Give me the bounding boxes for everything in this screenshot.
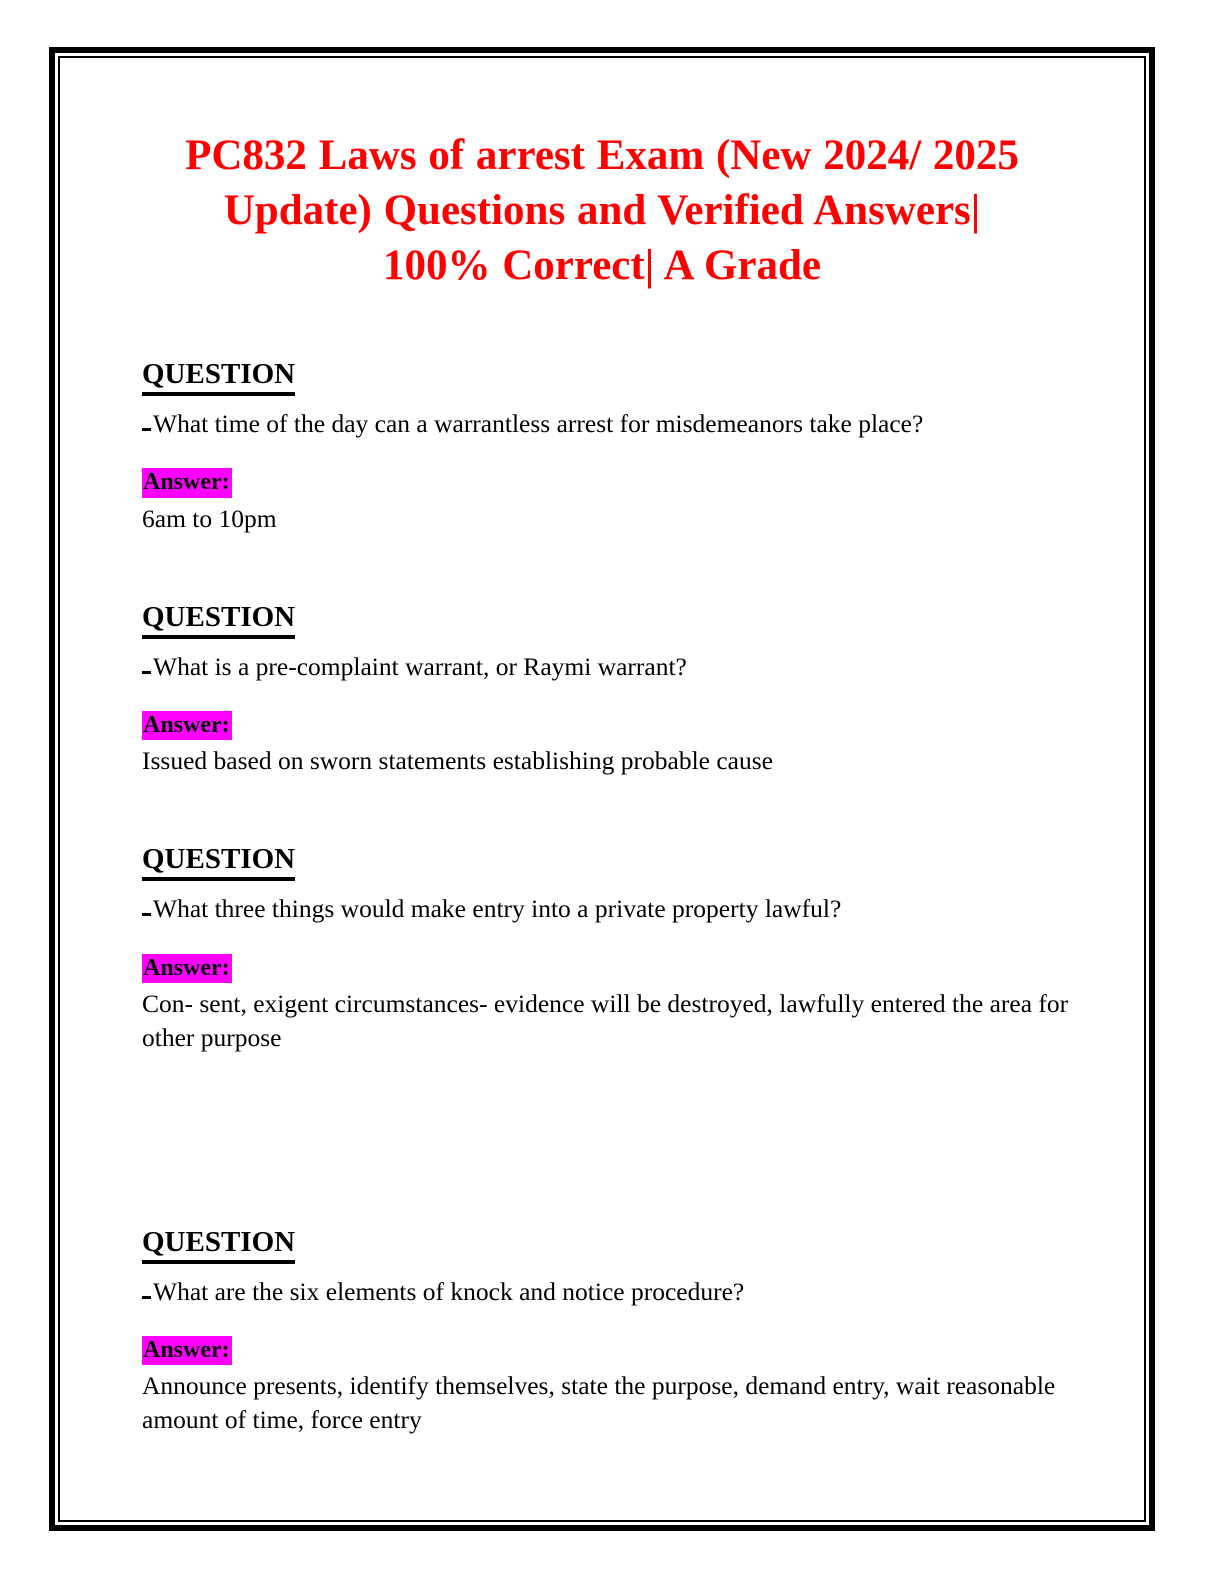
question-text-row: [142, 650, 1102, 683]
qa-block: [142, 357, 1102, 536]
leading-dash-mark: [142, 1296, 151, 1299]
leading-dash-mark: [142, 428, 151, 431]
document-title-line-2: Update) Questions and Verified Answers|: [223, 187, 981, 235]
question-heading-row: [142, 357, 1102, 396]
document-title-line-3: 100% Correct| A Grade: [383, 242, 821, 290]
answer-label-row: [142, 1336, 1102, 1365]
answer-text: 6am to 10pm: [142, 503, 277, 533]
question-text: What are the six elements of knock and notice procedure?: [153, 1276, 745, 1306]
page-content: [68, 66, 1136, 1512]
answer-label-row: [142, 468, 1102, 497]
answer-label-row: [142, 711, 1102, 740]
question-heading: QUESTION: [142, 842, 295, 881]
answer-label-row: [142, 954, 1102, 983]
question-heading-row: [142, 1225, 1102, 1264]
answer-label: Answer:: [142, 711, 232, 740]
qa-block: [142, 600, 1102, 779]
question-heading: QUESTION: [142, 600, 295, 639]
question-text-row: [142, 1275, 1102, 1308]
question-text-row: [142, 407, 1102, 440]
answer-text: Announce presents, identify themselves, state the purpose, demand entry, wait reasonable amount of time, force entry: [142, 1371, 1056, 1435]
answer-label: Answer:: [142, 954, 232, 983]
qa-block: [142, 842, 1102, 1054]
question-heading-row: [142, 600, 1102, 639]
answer-label: Answer:: [142, 468, 232, 497]
question-text: What time of the day can a warrantless arrest for misdemeanors take place?: [153, 409, 924, 439]
question-heading-row: [142, 842, 1102, 881]
question-text-row: [142, 892, 1102, 925]
question-heading: QUESTION: [142, 357, 295, 396]
question-text: What is a pre-complaint warrant, or Raymi warrant?: [153, 651, 687, 681]
answer-text: Issued based on sworn statements establishing probable cause: [142, 746, 773, 776]
qa-list: [68, 357, 1136, 1437]
qa-block: [142, 1225, 1102, 1437]
leading-dash-mark: [142, 671, 151, 674]
answer-text: Con- sent, exigent circumstances- evidence will be destroyed, lawfully entered the area for other purpose: [142, 988, 1069, 1052]
document-title: [68, 66, 1136, 293]
question-heading: QUESTION: [142, 1225, 295, 1264]
answer-label: Answer:: [142, 1336, 232, 1365]
document-title-line-1: PC832 Laws of arrest Exam (New 2024/ 2025: [185, 132, 1019, 179]
leading-dash-mark: [142, 913, 151, 916]
question-text: What three things would make entry into a private property lawful?: [153, 894, 842, 924]
